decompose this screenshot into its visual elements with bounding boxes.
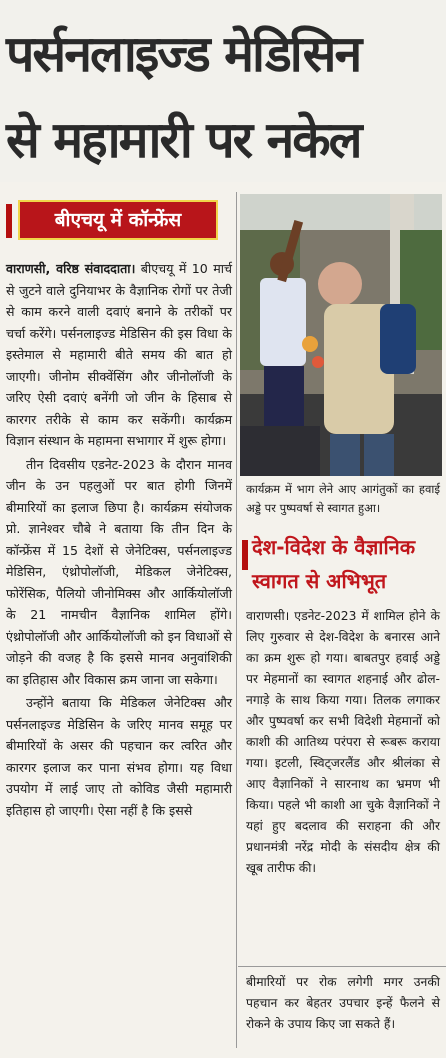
side-story-body: एडनेट-2023 में शामिल होने के लिए गुरुवार से देश-विदेश के बनारस आने का क्रम शुरू हो गया। बाबतपुर हवाई अड्डे पर मेहमानों का स्वागत शहनाई और ढोल-नगाड़े के साथ किया गया। तिलक लगाकर और पुष्पवर्षा कर सभी विदेशी मेहमानों को काशी की आतिथ्य परंपरा से रूबरू कराया गया। इटली, स्विट्जरलैंड और श्रीलंका से आए वैज्ञानिकों ने सारनाथ का भ्रमण भी किया। पहले भी काशी आ चुके वैज्ञानिकों ने यहां हुए बदलाव की सराहना की और प्रधानमंत्री नरेंद्र मोदी के संसदीय क्षेत्र की खूब तारीफ की।	[246, 609, 440, 875]
main-story	[6, 258, 232, 821]
side-dateline: वाराणसी।	[246, 609, 290, 623]
main-dateline: वाराणसी, वरिष्ठ संवाददाता।	[6, 261, 136, 276]
headline-line-1: पर्सनलाइज्ड मेडिसिन	[6, 25, 361, 83]
news-photo	[240, 194, 442, 476]
main-story-continuation: बीमारियों पर रोक लगेगी मगर उनकी पहचान कर बेहतर उपचार इन्हें फैलने से रोकने के उपाय किए जा सकते हैं।	[246, 975, 440, 1031]
side-story-divider	[238, 966, 446, 967]
photo-caption: कार्यक्रम में भाग लेने आए आगंतुकों का हवाई अड्डे पर पुष्पवर्षा से स्वागत हुआ।	[246, 482, 440, 515]
headline-line-2: से महामारी पर नकेल	[6, 111, 361, 169]
main-paragraph-1	[6, 258, 232, 452]
photo-illustration	[240, 194, 442, 476]
kicker-bar	[6, 204, 12, 238]
side-story-heading: देश-विदेश के वैज्ञानिक स्वागत से अभिभूत	[252, 535, 416, 593]
side-heading-bar	[242, 540, 248, 570]
main-paragraph-1-text: बीएचयू में 10 मार्च से जुटने वाले दुनियाभर के वैज्ञानिक रोगों पर तेजी से काम करने वाली दवाएं बनाने के तरीकों पर चर्चा करेंगे। पर्सनलाइज्ड मेडिसिन की इस विधा के इस्तेमाल से महामारी बीते समय की बात हो जाएगी। जीनोम सीक्वेंसिंग और जीनोलॉजी के जरिए ऐसी दवाएं बनेंगी जो जीन के हिसाब से कारगर तरीके से काम कर सकेंगी। कार्यक्रम विज्ञान संस्थान के महामना सभागार में शुरू होगा।	[6, 261, 233, 448]
side-story	[246, 606, 440, 879]
side-story-heading-block	[242, 530, 442, 604]
kicker-label: बीएचयू में कॉन्फ्रेंस	[18, 200, 218, 240]
column-divider	[236, 192, 237, 1048]
headline	[0, 0, 446, 182]
main-paragraph-2: तीन दिवसीय एडनेट-2023 के दौरान मानव जीन के उन पहलुओं पर बात होगी जिनमें बीमारियों का इलाज छिपा है। कार्यक्रम संयोजक प्रो. ज्ञानेश्वर चौबे ने बताया कि तीन दिन के कॉन्फ्रेंस में 15 देशों से जेनेटिक्स, पर्सनलाइज्ड मेडिसिन, एंथ्रोपोलॉजी, मेडिकल जेनेटिक्स, फोरेंसिक, पैलियो जीनोमिक्स और आर्कियोलॉजी के 21 नामचीन वैज्ञानिक शामिल होंगे। एंथ्रोपोलॉजी और आर्कियोलॉजी को इन विधाओं से जोड़ने की वजह है कि इससे मानव अनुवांशिकी का इतिहास और विकास क्रम जाना जा सकेगा।	[6, 456, 232, 687]
kicker	[6, 198, 230, 244]
main-paragraph-3: उन्होंने बताया कि मेडिकल जेनेटिक्स और पर्सनलाइज्ड मेडिसिन के जरिए मानव समूह पर बीमारियों के असर की पहचान कर त्वरित और कारगर इलाज कर पाना संभव होगा। यह विधा उपयोग में लाई जाए तो कोविड जैसी महामारी इतिहास हो जाएगी। ऐसा नहीं है कि इससे	[6, 695, 232, 818]
